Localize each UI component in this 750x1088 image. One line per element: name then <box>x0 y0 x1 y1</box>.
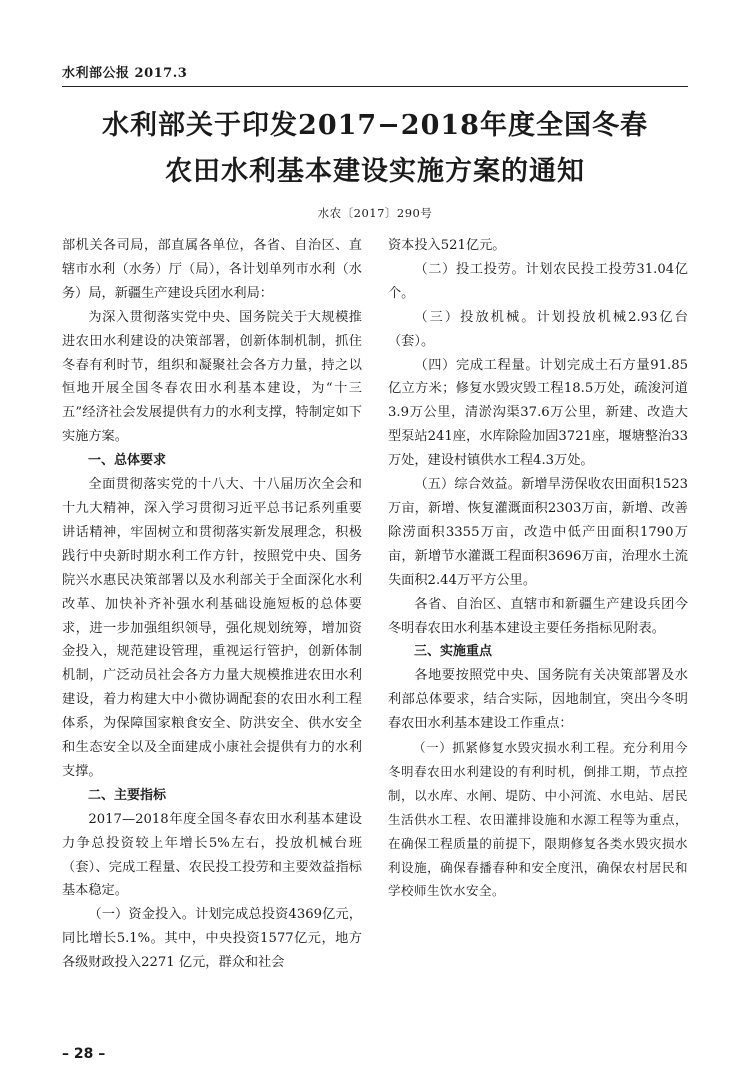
header-rule <box>62 86 688 87</box>
body-paragraph: 为深入贯彻落实党中央、国务院关于大规模推进农田水利建设的决策部署，创新体制机制，抓住冬春有利时节，组织和凝聚社会各方力量，持之以恒地开展全国冬春农田水利基本建设，为“十三五”经济社会发展提供有力的水利支撑，特制定如下实施方案。 <box>62 309 362 445</box>
right-column <box>388 234 688 903</box>
document-number: 水农〔2017〕290号 <box>317 206 433 220</box>
body-paragraph: （二）投工投劳。计划农民投工投劳31.04亿个。 <box>388 261 688 301</box>
body-paragraph: 各省、自治区、直辖市和新疆生产建设兵团今冬明春农田水利基本建设主要任务指标见附表。 <box>388 596 688 636</box>
title-line-1: 水利部关于印发2017−2018年度全国冬春 <box>102 110 648 141</box>
page-number: – 28 – <box>62 1046 106 1062</box>
body-paragraph: 全面贯彻落实党的十八大、十八届历次全会和十九大精神，深入学习贯彻习近平总书记系列重要讲话精神，牢固树立和贯彻落实新发展理念，积极践行中央新时期水利工作方针，按照党中央、国务院兴水惠民决策部署以及水利部关于全面深化水利改革、加快补齐补强水利基础设施短板的总体要求，进一步加强组织领导，强化规划统筹，增加资金投入，规范建设管理，重视运行管护，创新体制机制，广泛动员社会各方力量大规模推进农田水利建设，着力构建大中小微协调配套的农田水利工程体系，为保障国家粮食安全、防洪安全、供水安全和生态安全以及全面建成小康社会提供有力的水利支撑。 <box>62 477 362 779</box>
body-paragraph: （一）抓紧修复水毁灾损水利工程。充分利用今冬明春农田水利建设的有利时机，倒排工期，节点控制，以水库、水闸、堤防、中小河流、水电站、居民生活供水工程、农田灌排设施和水源工程等为重点，在确保工程质量的前提下，限期修复各类水毁灾损水利设施，确保春播春种和安全度汛，确保农村居民和学校师生饮水安全。 <box>388 740 688 899</box>
body-paragraph: 资本投入521亿元。 <box>388 238 506 253</box>
body-paragraph: 各地要按照党中央、国务院有关决策部署及水利部总体要求，结合实际，因地制宜，突出今冬明春农田水利基本建设工作重点： <box>388 668 688 732</box>
left-column <box>62 234 362 975</box>
body-paragraph: （五）综合效益。新增旱涝保收农田面积1523万亩，新增、恢复灌溉面积2303万亩，新增、改善除涝面积3355万亩，改造中低产田面积1790万亩，新增节水灌溉工程面积3696万亩，治理水土流失面积2.44万平方公里。 <box>388 477 688 588</box>
body-paragraph: （三）投放机械。计划投放机械2.93亿台（套）。 <box>388 309 688 349</box>
title-line-2: 农田水利基本建设实施方案的通知 <box>165 156 585 187</box>
body-paragraph: 2017—2018年度全国冬春农田水利基本建设力争总投资较上年增长5%左右，投放机械台班（套）、完成工程量、农民投工投劳和主要效益指标基本稳定。 <box>62 811 362 899</box>
section-heading-3: 三、实施重点 <box>414 644 493 660</box>
body-paragraph: （一）资金投入。计划完成总投资4369亿元，同比增长5.1%。其中，中央投资1577亿元，地方各级财政投入2271 亿元，群众和社会 <box>62 907 362 971</box>
journal-header: 水利部公报 2017.3 <box>62 66 188 81</box>
section-heading-2: 二、主要指标 <box>88 787 167 803</box>
addressee-paragraph: 部机关各司局，部直属各单位，各省、自治区、直辖市水利（水务）厅（局），各计划单列市水利（水务）局，新疆生产建设兵团水利局： <box>62 238 362 301</box>
body-paragraph: （四）完成工程量。计划完成土石方量91.85亿立方米；修复水毁灾毁工程18.5万处，疏浚河道3.9万公里，清淤沟渠37.6万公里，新建、改造大型泵站241座，水库除险加固3721座，堰塘整治33万处，建设村镇供水工程4.3万处。 <box>388 357 688 469</box>
section-heading-1: 一、总体要求 <box>88 453 167 469</box>
